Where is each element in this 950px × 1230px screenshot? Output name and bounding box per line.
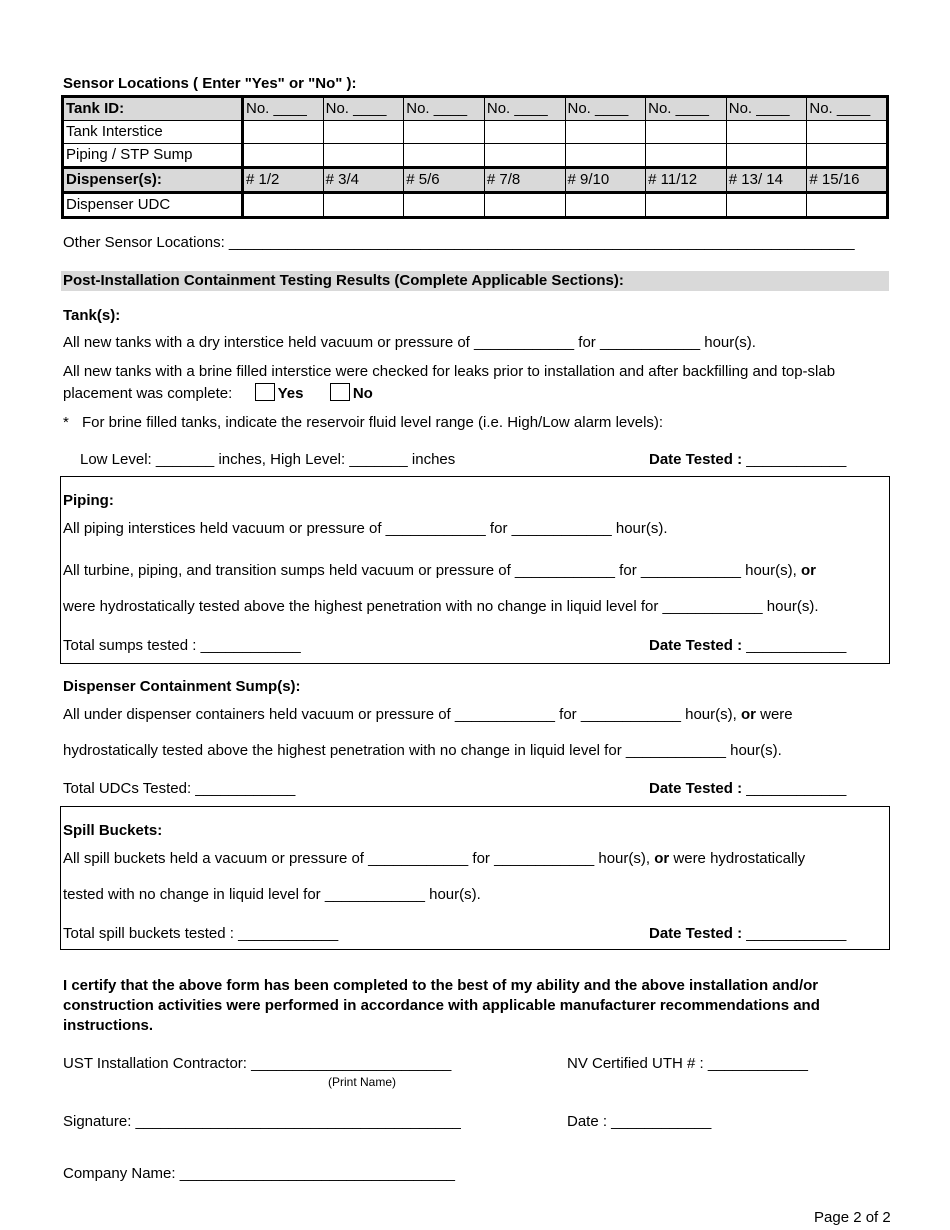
piping-sumps-text[interactable]: All turbine, piping, and transition sumps held vacuum or pressure of ____________ for ____________ hour(s), bbox=[63, 562, 797, 579]
tanks-date-tested[interactable] bbox=[649, 451, 846, 468]
certify-line3: instructions. bbox=[63, 1017, 154, 1034]
yes-checkbox[interactable] bbox=[255, 383, 275, 401]
sensor-row-label: Dispenser UDC bbox=[63, 193, 243, 218]
sensor-cell[interactable]: No. ____ bbox=[404, 97, 485, 121]
dispenser-or: or bbox=[740, 706, 756, 723]
sensor-cell[interactable] bbox=[726, 144, 807, 168]
no-checkbox[interactable] bbox=[330, 383, 350, 401]
sensor-cell[interactable]: # 15/16 bbox=[807, 168, 888, 193]
sensor-cell[interactable] bbox=[484, 121, 565, 144]
dispenser-date-blank[interactable]: ____________ bbox=[746, 780, 847, 797]
tanks-brine-level-note: For brine filled tanks, indicate the reservoir fluid level range (i.e. High/Low alarm levels): bbox=[82, 414, 664, 431]
spill-heading: Spill Buckets: bbox=[63, 822, 163, 839]
sensor-cell[interactable] bbox=[243, 193, 324, 218]
spill-date-label: Date Tested : bbox=[649, 925, 743, 942]
sensor-cell[interactable]: No. ____ bbox=[807, 97, 888, 121]
piping-date-blank[interactable]: ____________ bbox=[746, 637, 847, 654]
sensor-cell[interactable]: # 13/ 14 bbox=[726, 168, 807, 193]
sensor-cell[interactable] bbox=[646, 193, 727, 218]
sensor-cell[interactable] bbox=[323, 144, 404, 168]
sensor-cell[interactable] bbox=[646, 121, 727, 144]
sensor-cell[interactable]: # 1/2 bbox=[243, 168, 324, 193]
sensor-cell[interactable] bbox=[646, 144, 727, 168]
sensor-cell[interactable]: # 7/8 bbox=[484, 168, 565, 193]
sensor-row bbox=[63, 121, 888, 144]
sensor-cell[interactable]: No. ____ bbox=[646, 97, 727, 121]
sensor-cell[interactable] bbox=[323, 121, 404, 144]
sensor-cell[interactable]: No. ____ bbox=[565, 97, 646, 121]
tanks-placement-text: placement was complete: bbox=[63, 385, 233, 402]
sensor-cell[interactable] bbox=[565, 193, 646, 218]
piping-or: or bbox=[800, 562, 816, 579]
sensor-cell[interactable]: # 5/6 bbox=[404, 168, 485, 193]
sensor-heading: Sensor Locations ( Enter "Yes" or "No" ): bbox=[63, 75, 357, 92]
sensor-cell[interactable]: No. ____ bbox=[484, 97, 565, 121]
piping-date-tested[interactable] bbox=[649, 637, 846, 654]
sensor-cell[interactable] bbox=[404, 144, 485, 168]
tanks-date-label: Date Tested : bbox=[649, 451, 743, 468]
sensor-cell[interactable] bbox=[404, 121, 485, 144]
dispenser-total-udcs[interactable]: Total UDCs Tested: ____________ bbox=[63, 780, 296, 797]
spill-line1-tail: were hydrostatically bbox=[673, 850, 806, 867]
dispenser-date-label: Date Tested : bbox=[649, 780, 743, 797]
sensor-cell[interactable] bbox=[323, 193, 404, 218]
sensor-cell[interactable]: No. ____ bbox=[323, 97, 404, 121]
sensor-row bbox=[63, 168, 888, 193]
sensor-row bbox=[63, 97, 888, 121]
sensor-cell[interactable]: # 9/10 bbox=[565, 168, 646, 193]
sensor-cell[interactable]: No. ____ bbox=[726, 97, 807, 121]
sensor-cell[interactable] bbox=[565, 144, 646, 168]
sensor-cell[interactable] bbox=[807, 121, 888, 144]
tanks-heading: Tank(s): bbox=[63, 307, 121, 324]
sensor-cell[interactable] bbox=[484, 193, 565, 218]
dispenser-date-tested[interactable] bbox=[649, 780, 846, 797]
sensor-cell[interactable]: # 3/4 bbox=[323, 168, 404, 193]
date-field[interactable]: Date : ____________ bbox=[567, 1113, 712, 1130]
sensor-row-label: Dispenser(s): bbox=[63, 168, 243, 193]
tanks-date-blank[interactable]: ____________ bbox=[746, 451, 847, 468]
company-name-field[interactable]: Company Name: _________________________________ bbox=[63, 1165, 456, 1182]
piping-hydro-line[interactable]: were hydrostatically tested above the highest penetration with no change in liquid level for ____________ hour(s). bbox=[63, 598, 819, 615]
yes-label: Yes bbox=[277, 385, 304, 402]
certify-line2: construction activities were performed in accordance with applicable manufacturer recommendations and bbox=[63, 997, 820, 1014]
piping-total-sumps[interactable]: Total sumps tested : ____________ bbox=[63, 637, 301, 654]
sensor-row-label: Tank Interstice bbox=[63, 121, 243, 144]
sensor-row-label: Tank ID: bbox=[63, 97, 243, 121]
tanks-levels[interactable]: Low Level: _______ inches, High Level: _______ inches bbox=[80, 451, 456, 468]
contractor-field[interactable]: UST Installation Contractor: ________________________ bbox=[63, 1055, 452, 1072]
spill-line1-text[interactable]: All spill buckets held a vacuum or pressure of ____________ for ____________ hour(s), bbox=[63, 850, 651, 867]
post-installation-heading: Post-Installation Containment Testing Results (Complete Applicable Sections): bbox=[63, 272, 624, 289]
page-number: Page 2 of 2 bbox=[814, 1209, 891, 1226]
tanks-star: * bbox=[63, 414, 69, 431]
other-sensor-locations[interactable]: Other Sensor Locations: ___________________________________________________________________________ bbox=[63, 234, 855, 251]
piping-sumps-line[interactable] bbox=[63, 562, 816, 579]
sensor-cell[interactable] bbox=[807, 193, 888, 218]
sensor-cell[interactable] bbox=[243, 144, 324, 168]
spill-line1[interactable] bbox=[63, 850, 805, 867]
tanks-placement-line bbox=[63, 383, 373, 402]
sensor-cell[interactable] bbox=[726, 121, 807, 144]
sensor-cell[interactable]: # 11/12 bbox=[646, 168, 727, 193]
sensor-cell[interactable] bbox=[807, 144, 888, 168]
sensor-cell[interactable] bbox=[404, 193, 485, 218]
uth-field[interactable]: NV Certified UTH # : ____________ bbox=[567, 1055, 808, 1072]
dispenser-line2[interactable]: hydrostatically tested above the highest penetration with no change in liquid level for ____________ hour(s). bbox=[63, 742, 782, 759]
spill-date-tested[interactable] bbox=[649, 925, 846, 942]
sensor-row-label: Piping / STP Sump bbox=[63, 144, 243, 168]
sensor-cell[interactable]: No. ____ bbox=[243, 97, 324, 121]
sensor-row bbox=[63, 144, 888, 168]
print-name-caption: (Print Name) bbox=[328, 1075, 397, 1089]
spill-date-blank[interactable]: ____________ bbox=[746, 925, 847, 942]
piping-heading: Piping: bbox=[63, 492, 114, 509]
no-label: No bbox=[352, 385, 373, 402]
tanks-dry-interstice-line[interactable]: All new tanks with a dry interstice held vacuum or pressure of ____________ for ____________ hour(s). bbox=[63, 334, 756, 351]
signature-field[interactable]: Signature: _______________________________________ bbox=[63, 1113, 461, 1130]
dispenser-line1[interactable] bbox=[63, 706, 793, 723]
tanks-brine-line: All new tanks with a brine filled interstice were checked for leaks prior to installation and after backfilling and top-slab bbox=[63, 363, 836, 380]
certify-line1: I certify that the above form has been completed to the best of my ability and the above installation and/or bbox=[63, 977, 819, 994]
piping-date-label: Date Tested : bbox=[649, 637, 743, 654]
sensor-table bbox=[61, 95, 889, 219]
sensor-row bbox=[63, 193, 888, 218]
spill-line2[interactable]: tested with no change in liquid level for ____________ hour(s). bbox=[63, 886, 481, 903]
spill-total[interactable]: Total spill buckets tested : ____________ bbox=[63, 925, 339, 942]
piping-interstices-line[interactable]: All piping interstices held vacuum or pressure of ____________ for ____________ hour(s). bbox=[63, 520, 668, 537]
sensor-cell[interactable] bbox=[243, 121, 324, 144]
dispenser-line1-tail: were bbox=[760, 706, 793, 723]
sensor-cell[interactable] bbox=[484, 144, 565, 168]
dispenser-heading: Dispenser Containment Sump(s): bbox=[63, 678, 301, 695]
sensor-cell[interactable] bbox=[726, 193, 807, 218]
dispenser-line1-text[interactable]: All under dispenser containers held vacuum or pressure of ____________ for ____________ hour(s), bbox=[63, 706, 737, 723]
sensor-cell[interactable] bbox=[565, 121, 646, 144]
spill-or: or bbox=[654, 850, 670, 867]
